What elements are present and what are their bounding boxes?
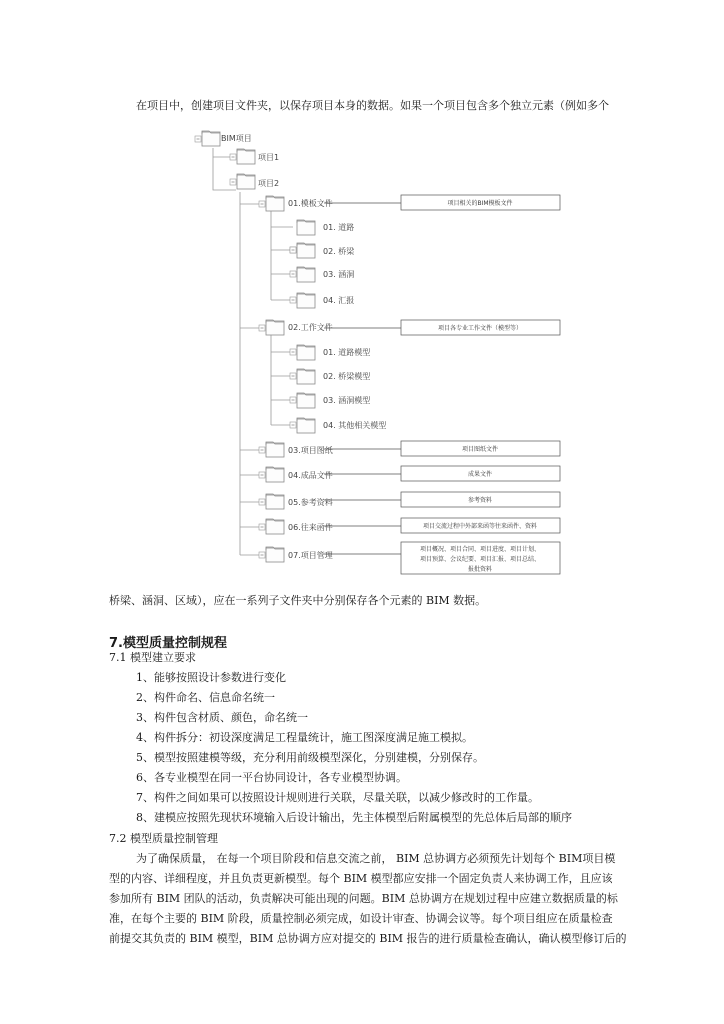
tree-note-line: 项目预算、会议纪要、项目汇报、项目总结、	[419, 556, 541, 563]
tree-item-label: 01.模板文件	[288, 199, 333, 208]
tree-item-label: 04.成品文件	[288, 471, 333, 480]
intro-text-line-1: 在项目中，创建项目文件夹，以保存项目本身的数据。如果一个项目包含多个独立元素（例如多个	[136, 99, 609, 112]
tree-note: 项目交流过程中外部来函等往来函件、资料	[422, 523, 538, 530]
tree-child-label: 03. 涵洞	[323, 270, 355, 279]
paragraph-line: 准，在每个主要的 BIM 阶段，质量控制必须完成，如设计审查、协调会议等。每个项目组应在质量检查	[109, 912, 613, 925]
tree-child-label: 01. 道路模型	[323, 348, 371, 357]
list-item: 2、构件命名、信息命名统一	[136, 691, 275, 704]
tree-note: 成果文件	[467, 471, 493, 478]
tree-item-label: 03.项目图纸	[288, 446, 333, 455]
tree-item-label: 项目2	[258, 179, 280, 188]
paragraph-line: 参加所有 BIM 团队的活动，负责解决可能出现的问题。BIM 总协调方在规划过程中应建立数据质量的标	[109, 892, 618, 905]
list-item: 3、构件包含材质、颜色，命名统一	[136, 711, 308, 724]
tree-child-label: 02. 桥梁	[323, 247, 355, 256]
list-item: 4、构件拆分：初设深度满足工程量统计，施工图深度满足施工模拟。	[136, 731, 473, 744]
intro-text-line-2: 桥梁、涵洞、区域），应在一系列子文件夹中分别保存各个元素的 BIM 数据。	[109, 594, 487, 607]
tree-note: 参考资料	[467, 497, 493, 504]
tree-child-label: 02. 桥梁模型	[323, 372, 371, 381]
paragraph-line: 型的内容、详细程度，并且负责更新模型。每个 BIM 模型都应安排一个固定负责人来协调工作，且应该	[109, 872, 613, 885]
tree-note-line: 项目概况、项目合同、项目进度、项目计划、	[419, 546, 541, 553]
tree-root-label: BIM项目	[221, 134, 252, 143]
tree-item-label: 06.往来函件	[288, 523, 333, 532]
section-title: 7.模型质量控制规程	[109, 636, 227, 651]
tree-item-label: 02.工作文件	[288, 323, 333, 332]
list-item: 5、模型按照建模等级，充分利用前级模型深化，分别建模，分别保存。	[136, 751, 484, 764]
list-item: 6、各专业模型在同一平台协同设计，各专业模型协调。	[136, 771, 407, 784]
list-item: 1、能够按照设计参数进行变化	[136, 671, 286, 684]
list-item: 7、构件之间如果可以按照设计规则进行关联，尽量关联，以减少修改时的工作量。	[136, 791, 539, 804]
paragraph-line: 前提交其负责的 BIM 模型，BIM 总协调方应对提交的 BIM 报告的进行质量检查确认，确认模型修订后的	[109, 932, 627, 945]
list-item: 8、建模应按照先现状环境输入后设计输出，先主体模型后附属模型的先总体后局部的顺序	[136, 811, 572, 824]
tree-child-label: 04. 汇报	[323, 296, 355, 305]
tree-child-label: 03. 涵洞模型	[323, 396, 371, 405]
tree-item-label: 项目1	[258, 153, 280, 162]
tree-item-label: 05.参考资料	[288, 498, 333, 507]
tree-note: 项目图纸文件	[461, 446, 499, 453]
subsection-title: 7.1 模型建立要求	[109, 651, 196, 664]
tree-item-label: 07.项目管理	[288, 551, 333, 560]
paragraph-line: 为了确保质量， 在每一个项目阶段和信息交流之前， BIM 总协调方必须预先计划每个 BIM项目模	[136, 852, 616, 865]
tree-child-label: 04. 其他相关模型	[323, 421, 387, 430]
tree-child-label: 01. 道路	[323, 223, 355, 232]
tree-note: 项目相关的BIM模板文件	[447, 200, 513, 207]
tree-note: 项目各专业工作文件（模型等）	[437, 325, 523, 332]
tree-note-line: 报批资料	[467, 566, 493, 573]
subsection-title: 7.2 模型质量控制管理	[109, 832, 218, 845]
